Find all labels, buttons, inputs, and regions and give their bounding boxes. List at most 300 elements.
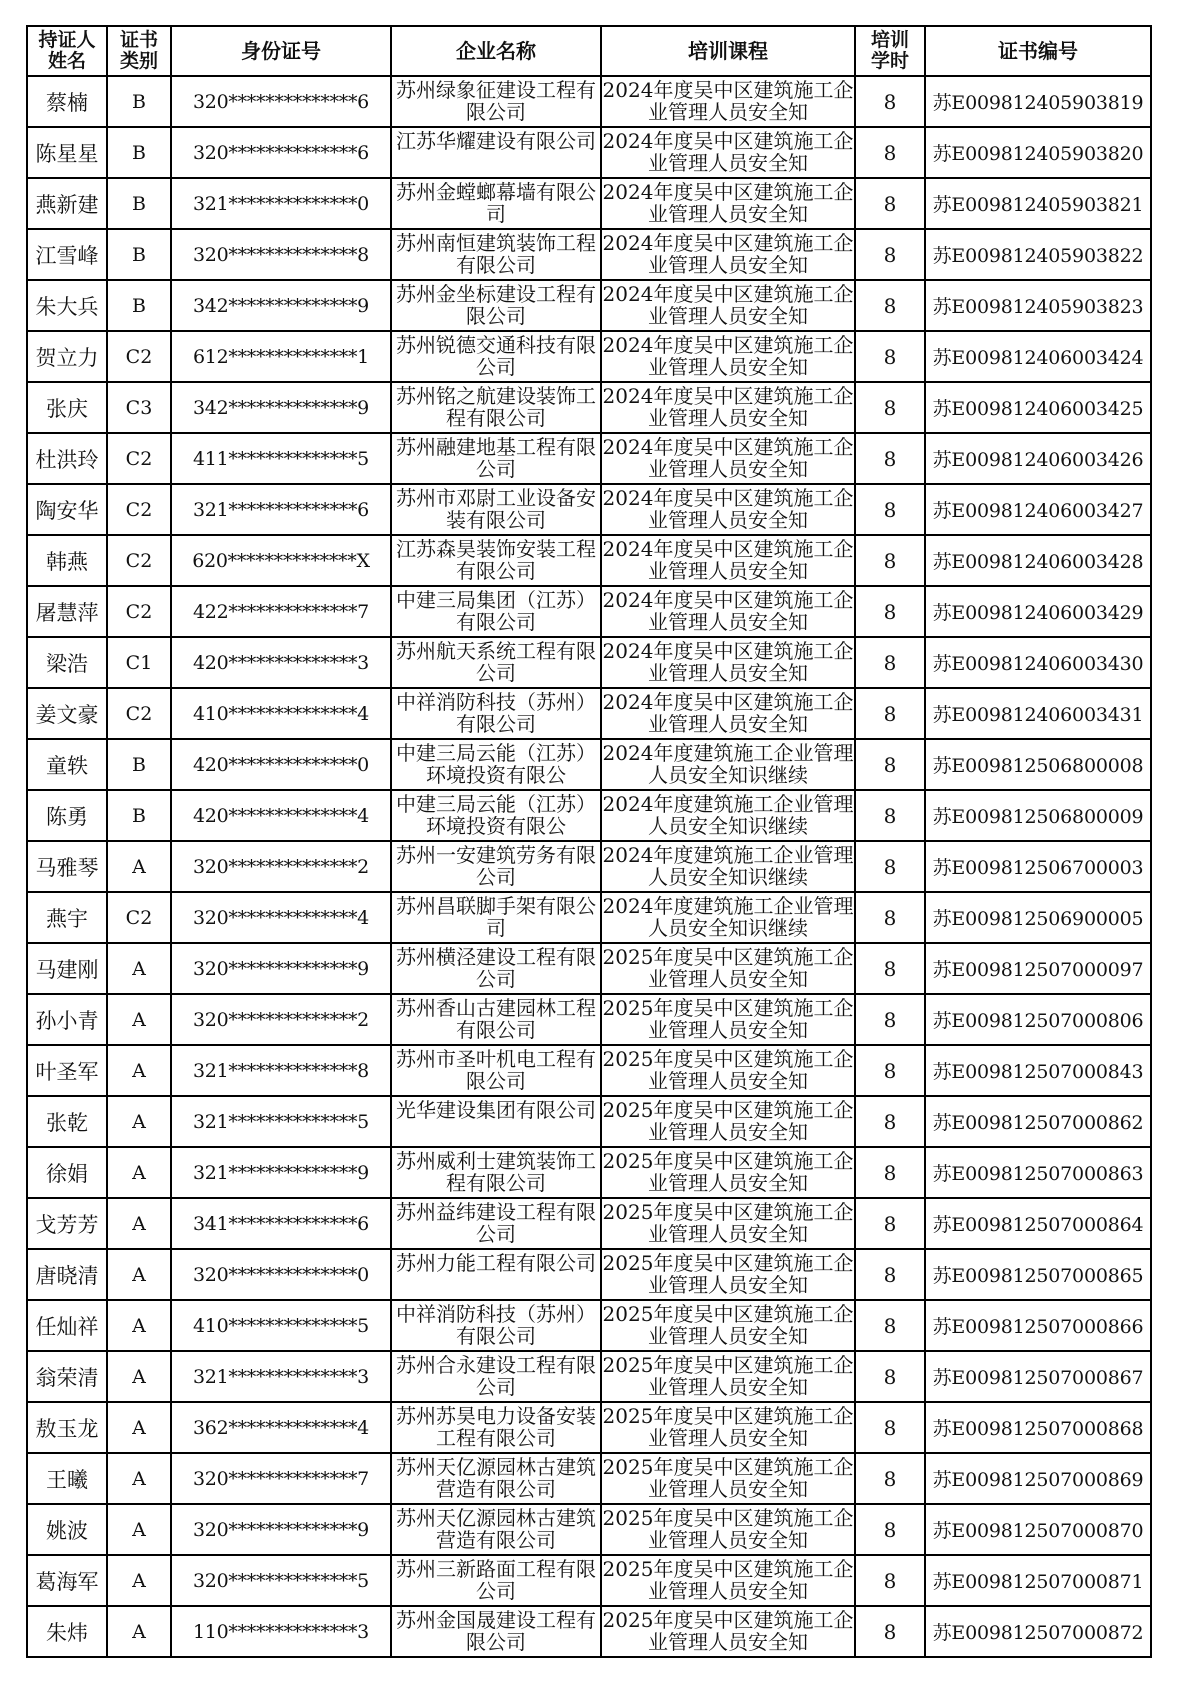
training-course-cell-text: 2025年度吴中区建筑施工企业管理人员安全知 xyxy=(602,1201,854,1246)
cert-category-cell: C2 xyxy=(107,433,171,484)
cert-category-cell: C2 xyxy=(107,892,171,943)
holder-name-cell: 燕宇 xyxy=(27,892,107,943)
training-course-cell-text: 2025年度吴中区建筑施工企业管理人员安全知 xyxy=(602,1252,854,1297)
holder-name-cell: 朱大兵 xyxy=(27,280,107,331)
cert-category-cell: A xyxy=(107,1504,171,1555)
company-name-cell-text: 苏州航天系统工程有限公司 xyxy=(396,640,596,685)
training-course-cell xyxy=(601,76,855,127)
training-course-cell-text: 2025年度吴中区建筑施工企业管理人员安全知 xyxy=(602,1150,854,1195)
cert-number-cell: 苏E009812507000097 xyxy=(925,943,1151,994)
cert-category-cell: A xyxy=(107,1045,171,1096)
training-hours-cell: 8 xyxy=(855,841,925,892)
training-hours-cell: 8 xyxy=(855,688,925,739)
cert-category-cell: A xyxy=(107,1606,171,1657)
id-number-cell: 110**************3 xyxy=(171,1606,391,1657)
holder-name-cell: 陶安华 xyxy=(27,484,107,535)
training-course-cell-text: 2025年度吴中区建筑施工企业管理人员安全知 xyxy=(602,1456,854,1501)
training-course-cell-text: 2025年度吴中区建筑施工企业管理人员安全知 xyxy=(602,997,854,1042)
holder-name-cell: 马建刚 xyxy=(27,943,107,994)
cert-number-cell: 苏E009812507000872 xyxy=(925,1606,1151,1657)
training-course-cell xyxy=(601,1096,855,1147)
id-number-cell: 320**************6 xyxy=(171,127,391,178)
training-hours-cell: 8 xyxy=(855,229,925,280)
id-number-cell: 420**************3 xyxy=(171,637,391,688)
holder-name-cell: 徐娟 xyxy=(27,1147,107,1198)
company-name-cell xyxy=(391,1300,601,1351)
table-row xyxy=(27,1606,1151,1657)
company-name-cell xyxy=(391,1504,601,1555)
cert-number-cell: 苏E009812406003424 xyxy=(925,331,1151,382)
company-name-cell-text: 苏州威利士建筑装饰工程有限公司 xyxy=(396,1150,596,1195)
holder-name-cell: 敖玉龙 xyxy=(27,1402,107,1453)
holder-name-cell: 姚波 xyxy=(27,1504,107,1555)
company-name-cell xyxy=(391,739,601,790)
cert-category-cell: A xyxy=(107,1402,171,1453)
training-course-cell-text: 2025年度吴中区建筑施工企业管理人员安全知 xyxy=(602,1354,854,1399)
training-hours-cell: 8 xyxy=(855,943,925,994)
cert-number-cell: 苏E009812507000865 xyxy=(925,1249,1151,1300)
training-course-cell-text: 2024年度吴中区建筑施工企业管理人员安全知 xyxy=(602,487,854,532)
holder-name-cell: 燕新建 xyxy=(27,178,107,229)
cert-category-cell: A xyxy=(107,1096,171,1147)
company-name-cell xyxy=(391,637,601,688)
id-number-cell: 320**************2 xyxy=(171,841,391,892)
company-name-cell-text: 苏州融建地基工程有限公司 xyxy=(396,436,596,481)
id-number-cell: 420**************4 xyxy=(171,790,391,841)
training-course-cell xyxy=(601,892,855,943)
cert-category-cell: C2 xyxy=(107,484,171,535)
id-number-cell: 321**************5 xyxy=(171,1096,391,1147)
company-name-cell xyxy=(391,484,601,535)
table-row xyxy=(27,1453,1151,1504)
holder-name-cell: 张庆 xyxy=(27,382,107,433)
training-hours-cell: 8 xyxy=(855,1453,925,1504)
training-hours-cell: 8 xyxy=(855,1096,925,1147)
table-row xyxy=(27,739,1151,790)
table-row xyxy=(27,127,1151,178)
table-row xyxy=(27,688,1151,739)
training-hours-cell: 8 xyxy=(855,1351,925,1402)
training-course-cell xyxy=(601,994,855,1045)
cert-number-cell: 苏E009812507000867 xyxy=(925,1351,1151,1402)
cert-number-cell: 苏E009812405903821 xyxy=(925,178,1151,229)
id-number-cell: 320**************8 xyxy=(171,229,391,280)
training-course-cell xyxy=(601,382,855,433)
company-name-cell xyxy=(391,790,601,841)
table-row xyxy=(27,892,1151,943)
company-name-cell-text: 苏州南恒建筑装饰工程有限公司 xyxy=(396,232,596,277)
training-course-cell-text: 2025年度吴中区建筑施工企业管理人员安全知 xyxy=(602,1303,854,1348)
training-course-cell xyxy=(601,331,855,382)
cert-number-cell: 苏E009812405903819 xyxy=(925,76,1151,127)
holder-name-cell: 陈勇 xyxy=(27,790,107,841)
cert-category-cell: B xyxy=(107,178,171,229)
cert-number-cell: 苏E009812507000864 xyxy=(925,1198,1151,1249)
id-number-cell: 320**************0 xyxy=(171,1249,391,1300)
company-name-cell xyxy=(391,1351,601,1402)
cert-category-cell: C2 xyxy=(107,586,171,637)
cert-number-cell: 苏E009812507000869 xyxy=(925,1453,1151,1504)
company-name-cell-text: 苏州三新路面工程有限公司 xyxy=(396,1558,596,1603)
training-course-cell xyxy=(601,1402,855,1453)
company-name-cell-text: 苏州金螳螂幕墙有限公司 xyxy=(396,181,596,226)
training-hours-cell: 8 xyxy=(855,382,925,433)
training-course-cell xyxy=(601,688,855,739)
training-hours-cell: 8 xyxy=(855,178,925,229)
cert-category-cell: A xyxy=(107,1351,171,1402)
training-hours-cell: 8 xyxy=(855,1555,925,1606)
cert-number-cell: 苏E009812506700003 xyxy=(925,841,1151,892)
training-hours-cell: 8 xyxy=(855,739,925,790)
cert-number-cell: 苏E009812406003430 xyxy=(925,637,1151,688)
training-course-cell xyxy=(601,790,855,841)
cert-category-cell: A xyxy=(107,994,171,1045)
holder-name-cell: 叶圣军 xyxy=(27,1045,107,1096)
holder-name-cell: 童轶 xyxy=(27,739,107,790)
table-body xyxy=(27,76,1151,1657)
company-name-cell xyxy=(391,178,601,229)
cert-number-cell: 苏E009812405903820 xyxy=(925,127,1151,178)
cert-number-cell: 苏E009812406003427 xyxy=(925,484,1151,535)
training-course-cell xyxy=(601,1351,855,1402)
training-hours-cell: 8 xyxy=(855,1300,925,1351)
table-row xyxy=(27,382,1151,433)
training-course-cell xyxy=(601,1606,855,1657)
company-name-cell xyxy=(391,1606,601,1657)
company-name-cell-text: 中建三局云能（江苏）环境投资有限公 xyxy=(396,793,596,838)
id-number-cell: 342**************9 xyxy=(171,280,391,331)
company-name-cell-text: 光华建设集团有限公司 xyxy=(396,1099,596,1122)
company-name-cell-text: 中建三局云能（江苏）环境投资有限公 xyxy=(396,742,596,787)
table-row xyxy=(27,1555,1151,1606)
training-hours-cell: 8 xyxy=(855,1198,925,1249)
company-name-cell xyxy=(391,892,601,943)
company-name-cell xyxy=(391,127,601,178)
company-name-cell xyxy=(391,943,601,994)
company-name-cell xyxy=(391,229,601,280)
training-course-cell-text: 2025年度吴中区建筑施工企业管理人员安全知 xyxy=(602,1558,854,1603)
cert-number-cell: 苏E009812507000806 xyxy=(925,994,1151,1045)
training-hours-cell: 8 xyxy=(855,1504,925,1555)
training-course-cell xyxy=(601,841,855,892)
holder-name-cell: 戈芳芳 xyxy=(27,1198,107,1249)
training-course-cell xyxy=(601,1504,855,1555)
training-hours-cell: 8 xyxy=(855,1402,925,1453)
company-name-cell xyxy=(391,1249,601,1300)
company-name-cell xyxy=(391,280,601,331)
cert-category-cell: B xyxy=(107,76,171,127)
training-course-cell xyxy=(601,943,855,994)
company-name-cell xyxy=(391,1045,601,1096)
training-hours-cell: 8 xyxy=(855,637,925,688)
table-row xyxy=(27,637,1151,688)
training-course-cell xyxy=(601,280,855,331)
id-number-cell: 321**************8 xyxy=(171,1045,391,1096)
cert-number-cell: 苏E009812507000868 xyxy=(925,1402,1151,1453)
table-row xyxy=(27,1300,1151,1351)
training-hours-cell: 8 xyxy=(855,484,925,535)
training-course-cell-text: 2024年度建筑施工企业管理人员安全知识继续 xyxy=(602,895,854,940)
training-hours-cell: 8 xyxy=(855,1147,925,1198)
id-number-cell: 620**************X xyxy=(171,535,391,586)
training-course-cell-text: 2024年度吴中区建筑施工企业管理人员安全知 xyxy=(602,538,854,583)
table-row xyxy=(27,178,1151,229)
certificate-table xyxy=(26,25,1152,1658)
training-course-cell xyxy=(601,586,855,637)
training-hours-cell: 8 xyxy=(855,76,925,127)
cert-category-cell: C2 xyxy=(107,331,171,382)
company-name-cell xyxy=(391,688,601,739)
table-row xyxy=(27,229,1151,280)
training-course-cell-text: 2024年度吴中区建筑施工企业管理人员安全知 xyxy=(602,283,854,328)
training-hours-cell: 8 xyxy=(855,1249,925,1300)
company-name-cell-text: 苏州力能工程有限公司 xyxy=(396,1252,596,1275)
company-name-cell xyxy=(391,1147,601,1198)
training-course-cell-text: 2025年度吴中区建筑施工企业管理人员安全知 xyxy=(602,1507,854,1552)
cert-number-cell: 苏E009812406003425 xyxy=(925,382,1151,433)
company-name-cell xyxy=(391,535,601,586)
training-hours-cell: 8 xyxy=(855,586,925,637)
table-row xyxy=(27,1045,1151,1096)
header-name: 持证人 姓名 xyxy=(27,26,107,76)
training-course-cell xyxy=(601,1045,855,1096)
header-row xyxy=(27,26,1151,76)
company-name-cell-text: 苏州一安建筑劳务有限公司 xyxy=(396,844,596,889)
company-name-cell xyxy=(391,1555,601,1606)
holder-name-cell: 王曦 xyxy=(27,1453,107,1504)
training-course-cell xyxy=(601,1555,855,1606)
cert-category-cell: A xyxy=(107,841,171,892)
holder-name-cell: 屠慧萍 xyxy=(27,586,107,637)
table-row xyxy=(27,943,1151,994)
training-course-cell-text: 2024年度吴中区建筑施工企业管理人员安全知 xyxy=(602,436,854,481)
cert-number-cell: 苏E009812506800008 xyxy=(925,739,1151,790)
id-number-cell: 320**************5 xyxy=(171,1555,391,1606)
id-number-cell: 411**************5 xyxy=(171,433,391,484)
training-course-cell-text: 2024年度吴中区建筑施工企业管理人员安全知 xyxy=(602,181,854,226)
holder-name-cell: 唐晓清 xyxy=(27,1249,107,1300)
training-course-cell-text: 2024年度吴中区建筑施工企业管理人员安全知 xyxy=(602,640,854,685)
training-hours-cell: 8 xyxy=(855,331,925,382)
company-name-cell-text: 苏州铭之航建设装饰工程有限公司 xyxy=(396,385,596,430)
training-course-cell xyxy=(601,1198,855,1249)
cert-category-cell: B xyxy=(107,739,171,790)
company-name-cell-text: 苏州金坐标建设工程有限公司 xyxy=(396,283,596,328)
training-course-cell xyxy=(601,127,855,178)
table-row xyxy=(27,331,1151,382)
table-row xyxy=(27,1198,1151,1249)
training-course-cell xyxy=(601,1453,855,1504)
training-course-cell xyxy=(601,1147,855,1198)
holder-name-cell: 朱炜 xyxy=(27,1606,107,1657)
company-name-cell-text: 苏州益纬建设工程有限公司 xyxy=(396,1201,596,1246)
cert-number-cell: 苏E009812507000866 xyxy=(925,1300,1151,1351)
training-hours-cell: 8 xyxy=(855,1606,925,1657)
training-course-cell-text: 2024年度建筑施工企业管理人员安全知识继续 xyxy=(602,793,854,838)
holder-name-cell: 翁荣清 xyxy=(27,1351,107,1402)
table-row xyxy=(27,994,1151,1045)
cert-category-cell: C3 xyxy=(107,382,171,433)
training-hours-cell: 8 xyxy=(855,790,925,841)
company-name-cell xyxy=(391,76,601,127)
cert-category-cell: C1 xyxy=(107,637,171,688)
cert-number-cell: 苏E009812507000871 xyxy=(925,1555,1151,1606)
training-course-cell xyxy=(601,178,855,229)
company-name-cell-text: 中建三局集团（江苏）有限公司 xyxy=(396,589,596,634)
company-name-cell-text: 苏州香山古建园林工程有限公司 xyxy=(396,997,596,1042)
id-number-cell: 362**************4 xyxy=(171,1402,391,1453)
table-header xyxy=(27,26,1151,76)
holder-name-cell: 江雪峰 xyxy=(27,229,107,280)
holder-name-cell: 马雅琴 xyxy=(27,841,107,892)
company-name-cell-text: 苏州天亿源园林古建筑营造有限公司 xyxy=(396,1507,596,1552)
company-name-cell-text: 中祥消防科技（苏州）有限公司 xyxy=(396,1303,596,1348)
table-row xyxy=(27,535,1151,586)
holder-name-cell: 任灿祥 xyxy=(27,1300,107,1351)
cert-category-cell: A xyxy=(107,1555,171,1606)
header-hours: 培训 学时 xyxy=(855,26,925,76)
id-number-cell: 341**************6 xyxy=(171,1198,391,1249)
header-category: 证书 类别 xyxy=(107,26,171,76)
training-course-cell xyxy=(601,484,855,535)
id-number-cell: 420**************0 xyxy=(171,739,391,790)
holder-name-cell: 韩燕 xyxy=(27,535,107,586)
training-course-cell-text: 2024年度吴中区建筑施工企业管理人员安全知 xyxy=(602,130,854,175)
company-name-cell-text: 苏州锐德交通科技有限公司 xyxy=(396,334,596,379)
holder-name-cell: 贺立力 xyxy=(27,331,107,382)
holder-name-cell: 葛海军 xyxy=(27,1555,107,1606)
cert-category-cell: A xyxy=(107,1453,171,1504)
id-number-cell: 320**************4 xyxy=(171,892,391,943)
holder-name-cell: 孙小青 xyxy=(27,994,107,1045)
training-hours-cell: 8 xyxy=(855,535,925,586)
cert-category-cell: B xyxy=(107,229,171,280)
id-number-cell: 320**************9 xyxy=(171,1504,391,1555)
certificate-table-sheet xyxy=(26,25,1150,1654)
company-name-cell xyxy=(391,331,601,382)
id-number-cell: 320**************9 xyxy=(171,943,391,994)
cert-number-cell: 苏E009812406003429 xyxy=(925,586,1151,637)
company-name-cell-text: 苏州天亿源园林古建筑营造有限公司 xyxy=(396,1456,596,1501)
training-course-cell-text: 2024年度建筑施工企业管理人员安全知识继续 xyxy=(602,844,854,889)
table-row xyxy=(27,1096,1151,1147)
table-row xyxy=(27,586,1151,637)
training-course-cell-text: 2024年度吴中区建筑施工企业管理人员安全知 xyxy=(602,79,854,124)
company-name-cell-text: 苏州横泾建设工程有限公司 xyxy=(396,946,596,991)
id-number-cell: 321**************3 xyxy=(171,1351,391,1402)
header-company: 企业名称 xyxy=(391,26,601,76)
table-row xyxy=(27,280,1151,331)
header-id-number: 身份证号 xyxy=(171,26,391,76)
id-number-cell: 410**************4 xyxy=(171,688,391,739)
table-row xyxy=(27,1351,1151,1402)
table-row xyxy=(27,433,1151,484)
cert-category-cell: B xyxy=(107,790,171,841)
cert-number-cell: 苏E009812507000863 xyxy=(925,1147,1151,1198)
training-course-cell xyxy=(601,1249,855,1300)
company-name-cell xyxy=(391,382,601,433)
training-course-cell-text: 2024年度吴中区建筑施工企业管理人员安全知 xyxy=(602,691,854,736)
header-cert-no: 证书编号 xyxy=(925,26,1151,76)
training-course-cell xyxy=(601,1300,855,1351)
training-course-cell-text: 2024年度吴中区建筑施工企业管理人员安全知 xyxy=(602,334,854,379)
table-row xyxy=(27,841,1151,892)
id-number-cell: 320**************2 xyxy=(171,994,391,1045)
company-name-cell xyxy=(391,586,601,637)
training-course-cell-text: 2025年度吴中区建筑施工企业管理人员安全知 xyxy=(602,1099,854,1144)
company-name-cell-text: 苏州市邓尉工业设备安装有限公司 xyxy=(396,487,596,532)
company-name-cell-text: 苏州绿象征建设工程有限公司 xyxy=(396,79,596,124)
id-number-cell: 612**************1 xyxy=(171,331,391,382)
cert-number-cell: 苏E009812406003428 xyxy=(925,535,1151,586)
table-row xyxy=(27,1147,1151,1198)
training-course-cell xyxy=(601,433,855,484)
company-name-cell-text: 江苏华耀建设有限公司 xyxy=(396,130,596,153)
training-hours-cell: 8 xyxy=(855,433,925,484)
company-name-cell-text: 苏州昌联脚手架有限公司 xyxy=(396,895,596,940)
company-name-cell-text: 江苏森昊装饰安装工程有限公司 xyxy=(396,538,596,583)
training-course-cell-text: 2024年度吴中区建筑施工企业管理人员安全知 xyxy=(602,589,854,634)
training-course-cell xyxy=(601,535,855,586)
cert-number-cell: 苏E009812507000862 xyxy=(925,1096,1151,1147)
cert-number-cell: 苏E009812406003426 xyxy=(925,433,1151,484)
company-name-cell xyxy=(391,994,601,1045)
table-row xyxy=(27,76,1151,127)
cert-number-cell: 苏E009812506900005 xyxy=(925,892,1151,943)
cert-number-cell: 苏E009812406003431 xyxy=(925,688,1151,739)
company-name-cell-text: 中祥消防科技（苏州）有限公司 xyxy=(396,691,596,736)
header-course: 培训课程 xyxy=(601,26,855,76)
id-number-cell: 321**************0 xyxy=(171,178,391,229)
company-name-cell xyxy=(391,1096,601,1147)
training-course-cell-text: 2025年度吴中区建筑施工企业管理人员安全知 xyxy=(602,1405,854,1450)
cert-number-cell: 苏E009812507000870 xyxy=(925,1504,1151,1555)
cert-category-cell: C2 xyxy=(107,688,171,739)
training-course-cell xyxy=(601,229,855,280)
training-hours-cell: 8 xyxy=(855,994,925,1045)
training-hours-cell: 8 xyxy=(855,892,925,943)
cert-category-cell: B xyxy=(107,280,171,331)
id-number-cell: 422**************7 xyxy=(171,586,391,637)
training-course-cell xyxy=(601,637,855,688)
id-number-cell: 320**************7 xyxy=(171,1453,391,1504)
company-name-cell xyxy=(391,1402,601,1453)
holder-name-cell: 张乾 xyxy=(27,1096,107,1147)
table-row xyxy=(27,790,1151,841)
company-name-cell-text: 苏州苏昊电力设备安装工程有限公司 xyxy=(396,1405,596,1450)
holder-name-cell: 蔡楠 xyxy=(27,76,107,127)
cert-number-cell: 苏E009812405903823 xyxy=(925,280,1151,331)
company-name-cell xyxy=(391,433,601,484)
training-course-cell-text: 2024年度建筑施工企业管理人员安全知识继续 xyxy=(602,742,854,787)
table-row xyxy=(27,1249,1151,1300)
cert-category-cell: B xyxy=(107,127,171,178)
company-name-cell xyxy=(391,1453,601,1504)
training-course-cell xyxy=(601,739,855,790)
training-hours-cell: 8 xyxy=(855,280,925,331)
training-course-cell-text: 2025年度吴中区建筑施工企业管理人员安全知 xyxy=(602,1048,854,1093)
id-number-cell: 321**************6 xyxy=(171,484,391,535)
company-name-cell-text: 苏州市圣叶机电工程有限公司 xyxy=(396,1048,596,1093)
id-number-cell: 321**************9 xyxy=(171,1147,391,1198)
cert-category-cell: A xyxy=(107,1198,171,1249)
company-name-cell-text: 苏州合永建设工程有限公司 xyxy=(396,1354,596,1399)
holder-name-cell: 杜洪玲 xyxy=(27,433,107,484)
training-course-cell-text: 2024年度吴中区建筑施工企业管理人员安全知 xyxy=(602,385,854,430)
holder-name-cell: 姜文豪 xyxy=(27,688,107,739)
cert-category-cell: A xyxy=(107,943,171,994)
table-row xyxy=(27,1504,1151,1555)
